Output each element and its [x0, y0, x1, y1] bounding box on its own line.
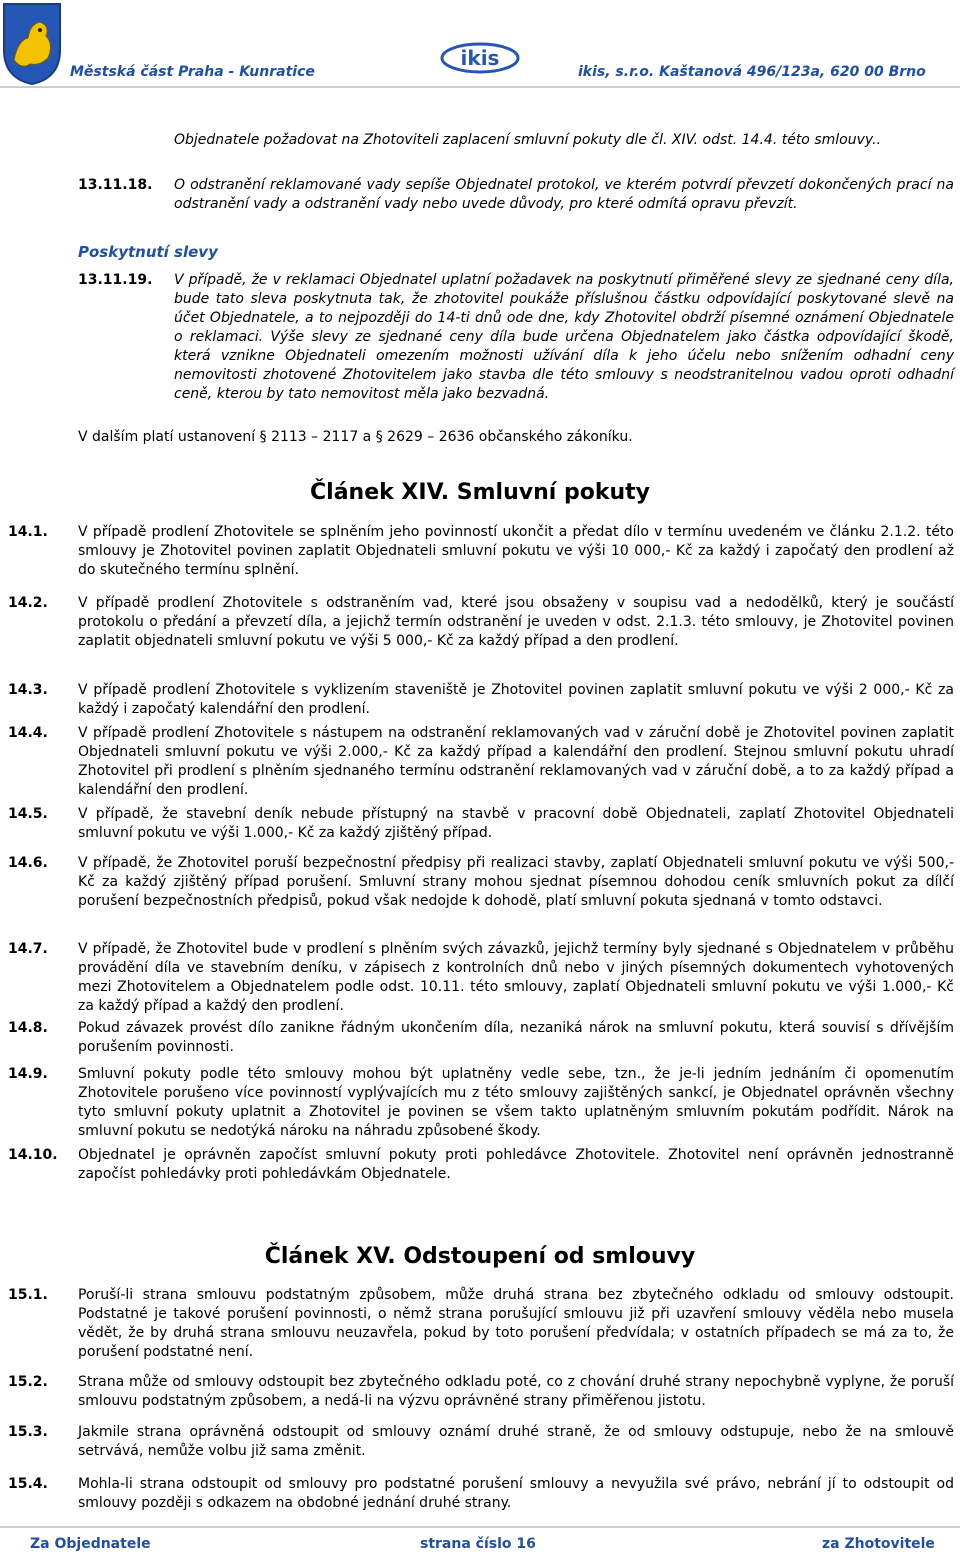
clause-text: V případě, že Zhotovitel bude v prodlení s plněním svých závazků, jejichž termíny byly sjednané s Objednatelem v průběhu provádění díla ve stavebním deníku, v zápisech z kontrolních dnů nebo v jiných písemných dokumentech vyhotovených mezi Zhotovitelem a Objednatelem podle odst. 10.11. této smlouvy, zaplatí Objednateli smluvní pokutu ve výši 1.000,- Kč za každý případ a každý den prodlení. [78, 941, 954, 1014]
clause-number: 14.7. [8, 941, 48, 957]
footer-client-sign: Za Objednatele [30, 1536, 151, 1552]
clause-text: V případě prodlení Zhotovitele s vyklizením staveniště je Zhotovitel povinen zaplatit smluvní pokutu ve výši 2 000,- Kč za každý i započatý kalendářní den prodlení. [78, 682, 954, 717]
clause-text: Pokud závazek provést dílo zanikne řádným ukončením díla, nezaniká nárok na smluvní pokutu, která souvisí s dřívějším porušením povinnosti. [78, 1020, 954, 1055]
ikis-logo-icon [440, 38, 520, 78]
clause-text: Strana může od smlouvy odstoupit bez zbytečného odkladu poté, co z chování druhé strany nepochybně vyplyne, že poruší smlouvu podstatným způsobem, a nedá-li na výzvu oprávněné strany přiměřenou jistotu. [78, 1374, 954, 1409]
header-municipality: Městská část Praha - Kunratice [70, 64, 315, 80]
clause-text: Objednatel je oprávněn započíst smluvní pokuty proti pohledávce Zhotovitele. Zhotovitel není oprávněn jednostranně započíst pohledávky proti pohledávkám Objednatele. [78, 1147, 954, 1182]
clause-text: V případě, že v reklamaci Objednatel uplatní požadavek na poskytnutí přiměřené slevy ze sjednané ceny díla, bude tato sleva poskytnuta tak, že zhotovitel poukáže příslušnou částku odpovídající poskytované slevě na účet Objednatele, a to nejpozději do 14-ti dnů ode dne, kdy Zhotovitel obdrží písemné oznámení Objednatele o reklamaci. Výše slevy ze sjednané ceny díla bude určena Objednatelem jako částka odpovídající škodě, která vznikne Objednateli omezením možnosti užívání díla k jeho účelu nebo snížením odhadní ceny nemovitosti zhotovené Zhotovitelem jako stavba dle této smlouvy s neodstranitelnou vadou oproti odhadní ceně, kterou by tato nemovitost měla jako bezvadná. [174, 272, 954, 402]
header-company-address: ikis, s.r.o. Kaštanová 496/123a, 620 00 Brno [578, 64, 926, 80]
clause-text: O odstranění reklamované vady sepíše Objednatel protokol, ve kterém potvrdí převzetí dokončených prací na odstranění vady a odstranění vady nebo uvede důvody, pro které odmítá opravu převzít. [174, 177, 954, 212]
clause-number: 15.2. [8, 1374, 48, 1390]
clause-number: 13.11.18. [78, 177, 153, 193]
clause-number: 14.3. [8, 682, 48, 698]
paragraph-continuation: Objednatele požadovat na Zhotoviteli zaplacení smluvní pokuty dle čl. XIV. odst. 14.4. této smlouvy.. [174, 132, 881, 148]
clause-number: 15.4. [8, 1476, 48, 1492]
clause-number: 15.1. [8, 1287, 48, 1303]
clause-number: 14.9. [8, 1066, 48, 1082]
clause-text: V případě prodlení Zhotovitele s odstraněním vad, které jsou obsaženy v soupisu vad a nedodělků, který je součástí protokolu o předání a převzetí díla, a jejichž termín odstranění je uveden v odst. 2.1.3. této smlouvy, je Zhotovitel povinen zaplatit objednateli smluvní pokutu ve výši 5 000,- Kč za každý případ a den prodlení. [78, 595, 954, 649]
article-15-title: Článek XV. Odstoupení od smlouvy [264, 1244, 696, 1269]
clause-text: Smluvní pokuty podle této smlouvy mohou být uplatněny vedle sebe, tzn., že je-li jedním jednáním či opomenutím Zhotovitele porušeno více povinností vyplývajících mu z této smlouvy zajištěných sankcí, je Objednatel oprávněn všechny tyto smluvní pokuty uplatnit a Zhotovitel je povinen se všem takto uplatněným smluvním pokutám podřídit. Nárok na smluvní pokutu se nedotýká nároku na náhradu způsobené škody. [78, 1066, 954, 1139]
subheading-discount: Poskytnutí slevy [78, 243, 218, 261]
ikis-logo-text: ikis [460, 46, 500, 70]
clause-number: 15.3. [8, 1424, 48, 1440]
clause-text: Poruší-li strana smlouvu podstatným způsobem, může druhá strana bez zbytečného odkladu od smlouvy odstoupit. Podstatné je takové porušení povinnosti, o němž strana porušující smlouvu již při uzavření smlouvy věděla nebo musela vědět, že by druhá strana smlouvu neuzavřela, pokud by toto porušení předvídala; v ostatních případech se má za to, že porušení podstatné není. [78, 1287, 954, 1360]
clause-number: 13.11.19. [78, 272, 153, 288]
clause-number: 14.2. [8, 595, 48, 611]
law-reference: V dalším platí ustanovení § 2113 – 2117 a § 2629 – 2636 občanského zákoníku. [78, 429, 633, 445]
clause-number: 14.1. [8, 524, 48, 540]
footer-contractor-sign: za Zhotovitele [822, 1536, 935, 1552]
header-divider [0, 86, 960, 88]
clause-number: 14.4. [8, 725, 48, 741]
clause-number: 14.5. [8, 806, 48, 822]
clause-number: 14.8. [8, 1020, 48, 1036]
clause-text: V případě prodlení Zhotovitele se splněním jeho povinností ukončit a předat dílo v termínu uvedeném ve článku 2.1.2. této smlouvy je Zhotovitel povinen zaplatit Objednateli smluvní pokutu ve výši 10 000,- Kč za každý i započatý den prodlení až do skutečného termínu splnění. [78, 524, 954, 578]
clause-text: V případě prodlení Zhotovitele s nástupem na odstranění reklamovaných vad v záruční době je Zhotovitel povinen zaplatit Objednateli smluvní pokutu ve výši 2.000,- Kč za každý případ a kalendářní den prodlení. Stejnou smluvní pokutu uhradí Zhotovitel při prodlení s plněním sjednaného termínu odstranění reklamovaných vad v záruční době, a to za každý případ a kalendářní den prodlení. [78, 725, 954, 798]
clause-number: 14.10. [8, 1147, 58, 1163]
article-14-title: Článek XIV. Smluvní pokuty [310, 480, 650, 505]
clause-text: V případě, že Zhotovitel poruší bezpečnostní předpisy při realizaci stavby, zaplatí Objednateli smluvní pokutu ve výši 500,- Kč za každý zjištěný případ porušení. Smluvní strany mohou sjednat písemnou dohodou ceník smluvních pokut za dílčí porušení bezpečnostních předpisů, pokud však nedojde k dohodě, platí smluvní pokuta sjednaná v tomto odstavci. [78, 855, 954, 909]
clause-text: Mohla-li strana odstoupit od smlouvy pro podstatné porušení smlouvy a nevyužila své právo, nebrání jí to odstoupit od smlouvy později s odkazem na obdobné jednání druhé strany. [78, 1476, 954, 1511]
municipal-coat-of-arms-icon [0, 0, 64, 86]
clause-text: V případě, že stavební deník nebude přístupný na stavbě v pracovní době Objednateli, zaplatí Zhotovitel Objednateli smluvní pokutu ve výši 1.000,- Kč za každý zjištěný případ. [78, 806, 954, 841]
clause-number: 14.6. [8, 855, 48, 871]
footer-divider [0, 1526, 960, 1528]
page-number: strana číslo 16 [420, 1536, 536, 1552]
clause-text: Jakmile strana oprávněná odstoupit od smlouvy oznámí druhé straně, že od smlouvy odstupuje, nebo že na smlouvě setrvává, nemůže volbu již sama změnit. [78, 1424, 954, 1459]
